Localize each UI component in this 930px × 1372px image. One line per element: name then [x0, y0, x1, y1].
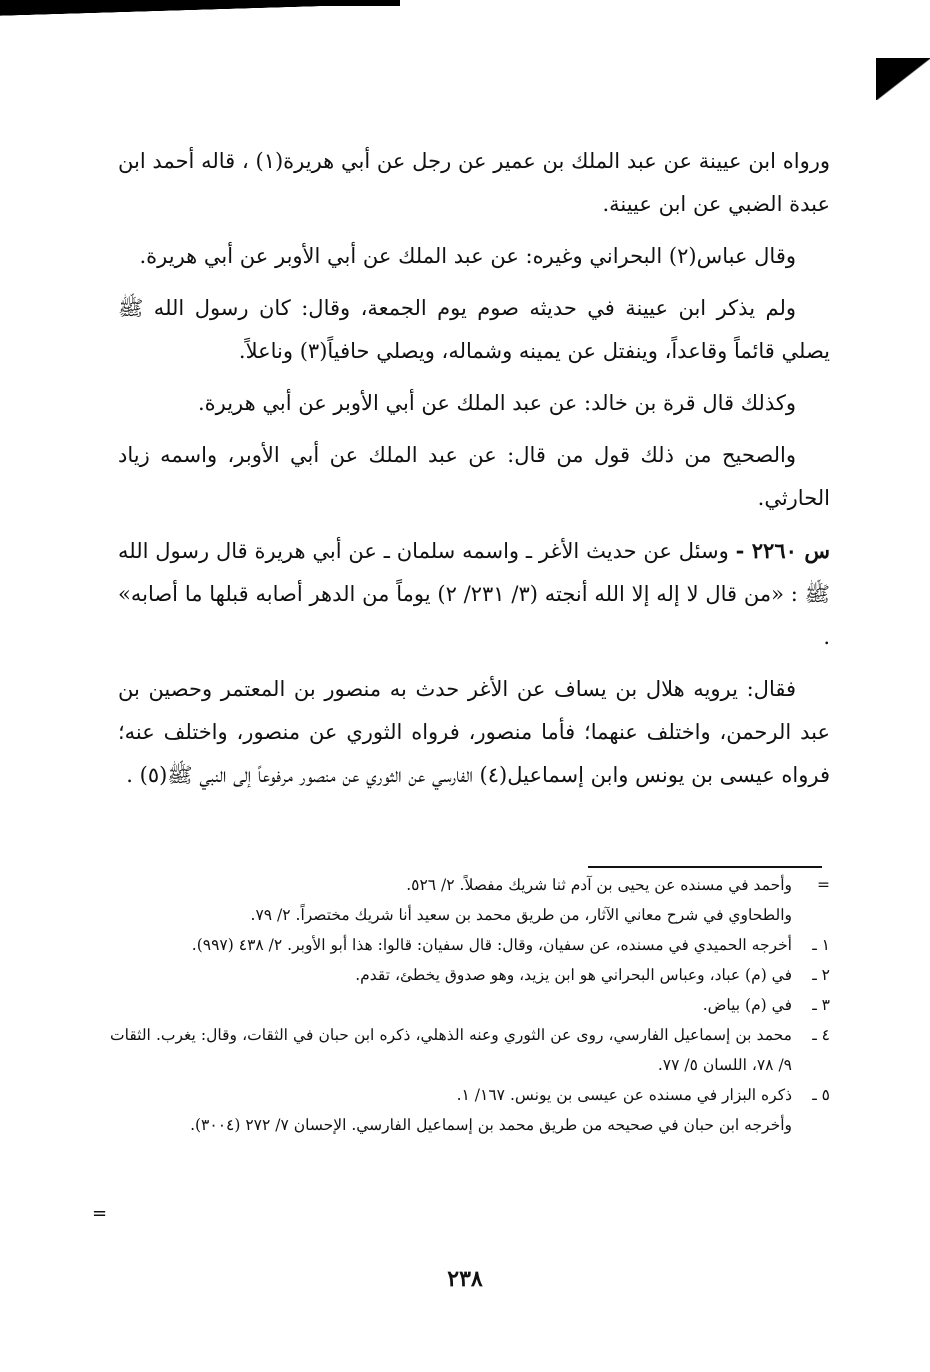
footnote-number: ١ ـ	[812, 936, 830, 954]
footnote-line: وأحمد في مسنده عن يحيى بن آدم ثنا شريك مفصلاً. ٢/ ٥٢٦.	[406, 876, 792, 894]
paragraph: ولم يذكر ابن عيينة في حديثه صوم يوم الجمعة، وقال: كان رسول الله ﷺ يصلي قائماً وقاعداً، وينفتل عن يمينه وشماله، ويصلي حافياً(٣) وناعلاً.	[118, 296, 830, 363]
footnote-number: =	[817, 876, 830, 894]
footnote-number: ٤ ـ	[812, 1026, 830, 1044]
footnote-line: ذكره البزار في مسنده عن عيسى بن يونس. ١٦٧/ ١.	[456, 1086, 792, 1104]
footnote	[110, 870, 830, 930]
footnote-number: ٣ ـ	[812, 996, 830, 1014]
footnote	[110, 1080, 830, 1140]
main-text	[118, 140, 830, 806]
paragraph: والصحيح من ذلك قول من قال: عن عبد الملك عن أبي الأوبر، واسمه زياد الحارثي.	[118, 443, 830, 510]
footnotes	[110, 870, 830, 1140]
footnote-line: محمد بن إسماعيل الفارسي، روى عن الثوري وعنه الذهلي، ذكره ابن حبان في الثقات، وقال: يغرب. الثقات ٩/ ٧٨، اللسان ٥/ ٧٧.	[110, 1026, 792, 1074]
footnote	[110, 960, 830, 990]
footnote-line: والطحاوي في شرح معاني الآثار، من طريق محمد بن سعيد أنا شريك مختصراً. ٢/ ٧٩.	[250, 906, 792, 924]
footnote	[110, 930, 830, 960]
paragraph: وقال عباس(٢) البحراني وغيره: عن عبد الملك عن أبي الأوبر عن أبي هريرة.	[139, 244, 796, 268]
continuation-mark: =	[92, 1203, 108, 1224]
footnote	[110, 990, 830, 1020]
footnote-number: ٢ ـ	[812, 966, 830, 984]
footnote-line: في (م) بياض.	[702, 996, 792, 1014]
question-number: س ٢٢٦٠ -	[735, 538, 830, 563]
paragraph: ورواه ابن عيينة عن عبد الملك بن عمير عن رجل عن أبي هريرة(١) ، قاله أحمد ابن عبدة الضبي عن ابن عيينة.	[118, 149, 830, 216]
question-paragraph	[118, 529, 830, 659]
answer-paragraph: فقال: يرويه هلال بن يساف عن الأغر حدث به منصور بن المعتمر وحصين بن عبد الرحمن، واختلف عنهما؛ فأما منصور، فرواه الثوري عن منصور، واختلف عنه؛ فرواه عيسى بن يونس وابن إسماعيل(٤) الفارسي عن الثوري عن منصور مرفوعاً إلى النبي ﷺ(٥) .	[118, 677, 830, 787]
scan-corner-mark	[876, 58, 930, 100]
scan-edge-top	[0, 0, 400, 22]
footnote-number: ٥ ـ	[812, 1086, 830, 1104]
page-number: ٢٣٨	[447, 1266, 483, 1292]
footnote-line: أخرجه الحميدي في مسنده، عن سفيان، وقال: قال سفيان: قالوا: هذا أبو الأوبر. ٢/ ٤٣٨ (٩٩٧).	[191, 936, 792, 954]
footnote-line: وأخرجه ابن حبان في صحيحه من طريق محمد بن إسماعيل الفارسي. الإحسان ٧/ ٢٧٢ (٣٠٠٤).	[190, 1116, 792, 1134]
footnote-divider	[588, 866, 822, 868]
footnote	[110, 1020, 830, 1080]
question-text: وسئل عن حديث الأغر ـ واسمه سلمان ـ عن أبي هريرة قال رسول الله ﷺ : «من قال لا إله إلا الله أنجته (٣/ ٢٣١/ ٢) يوماً من الدهر أصابه قبلها ما أصابه» .	[118, 539, 830, 649]
footnote-line: في (م) عباد، وعباس البحراني هو ابن يزيد، وهو صدوق يخطئ، تقدم.	[355, 966, 792, 984]
paragraph: وكذلك قال قرة بن خالد: عن عبد الملك عن أبي الأوبر عن أبي هريرة.	[197, 391, 796, 415]
